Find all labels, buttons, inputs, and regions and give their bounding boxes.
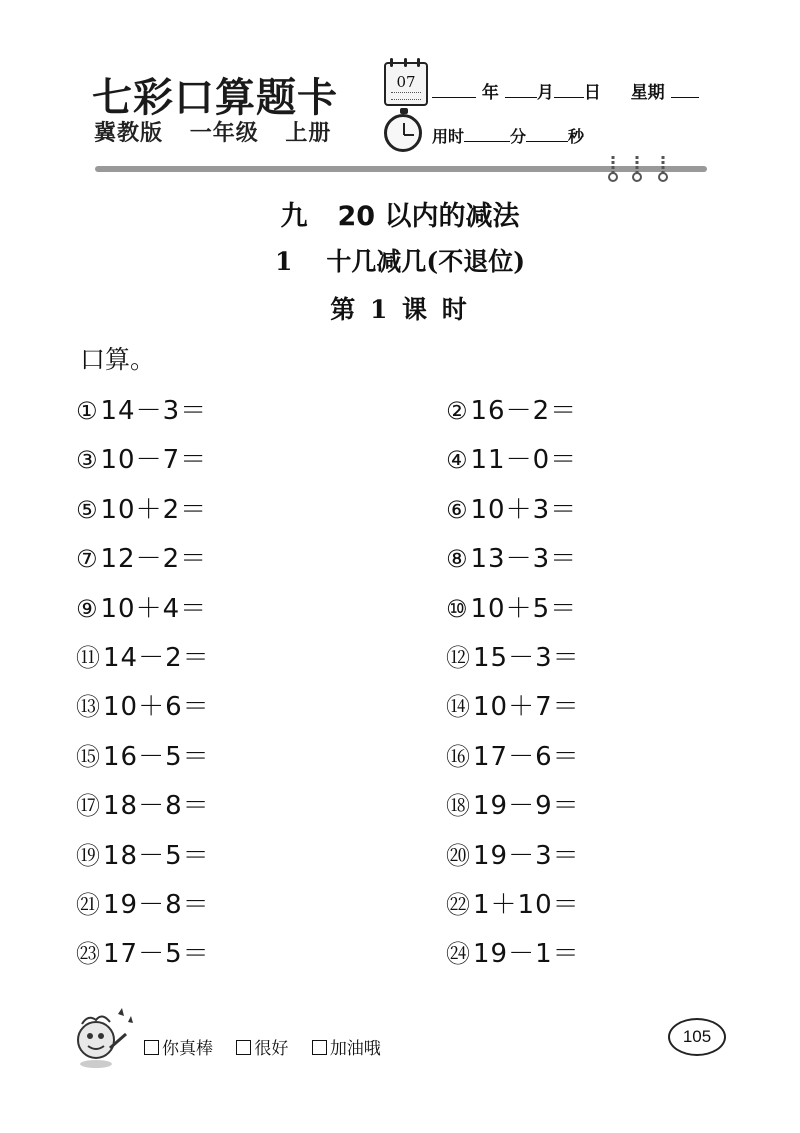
problem-expression: 12－2＝ <box>100 544 208 575</box>
problem-item <box>446 439 577 476</box>
seconds-label: 秒 <box>568 127 585 146</box>
rating-option-good[interactable]: 很好 <box>236 1039 288 1059</box>
binder-ring-icon <box>626 156 648 182</box>
problem-item <box>446 933 580 970</box>
problem-expression: 10＋5＝ <box>470 593 578 624</box>
lesson-title: 第 1 课 时 <box>330 295 470 324</box>
problem-item <box>76 835 210 872</box>
problem-number: ④ <box>446 446 469 475</box>
mascot-icon <box>68 1004 138 1070</box>
self-rating <box>144 1034 399 1059</box>
problem-number: ⑩ <box>446 594 469 623</box>
unit-title <box>0 194 800 233</box>
problem-item <box>446 884 580 921</box>
problem-expression: 10＋6＝ <box>103 692 210 723</box>
page-number: 105 <box>668 1018 726 1056</box>
weekday-label: 星期 <box>630 83 665 103</box>
edition-info <box>94 116 349 147</box>
binder-ring-icon <box>652 156 674 182</box>
problem-expression: 1＋10＝ <box>473 890 580 920</box>
problem-expression: 10＋2＝ <box>100 494 208 525</box>
problem-expression: 10＋7＝ <box>473 692 580 723</box>
problem-expression: 17－6＝ <box>473 741 580 772</box>
problem-item <box>76 538 207 575</box>
checkbox[interactable] <box>312 1040 327 1055</box>
problem-number: ① <box>76 397 99 425</box>
problem-item <box>446 390 577 427</box>
problem-item <box>446 686 580 723</box>
problem-number: ⑥ <box>446 495 469 524</box>
problem-number: ⑯ <box>446 742 471 771</box>
section-title <box>0 242 800 278</box>
month-label: 月 <box>536 83 554 103</box>
minutes-label: 分 <box>510 127 527 146</box>
year-label: 年 <box>481 83 499 103</box>
calendar-icon <box>384 62 428 106</box>
problem-expression: 10－7＝ <box>100 445 208 476</box>
problem-item <box>446 489 577 526</box>
problem-expression: 19－8＝ <box>103 890 210 920</box>
calendar-number: 07 <box>396 73 416 91</box>
checkbox[interactable] <box>236 1040 251 1055</box>
problem-item <box>446 736 580 773</box>
section-name: 十几减几(不退位) <box>326 247 526 276</box>
section-number: 1 <box>274 247 293 276</box>
edition-volume: 上册 <box>285 121 332 146</box>
problem-item <box>446 588 577 625</box>
problem-expression: 14－2＝ <box>103 643 210 673</box>
problem-expression: 19－3＝ <box>473 840 580 871</box>
edition-publisher: 冀教版 <box>94 121 164 146</box>
problem-number: ⑮ <box>76 742 101 771</box>
problem-expression: 19－9＝ <box>473 791 580 822</box>
problem-item <box>76 489 207 526</box>
date-fill-line <box>432 78 699 103</box>
problem-expression: 15－3＝ <box>473 643 580 673</box>
time-fill-line <box>432 124 584 147</box>
problem-number: ③ <box>76 446 99 475</box>
problem-item <box>76 736 210 773</box>
problem-item <box>76 933 210 970</box>
problem-expression: 18－5＝ <box>103 840 210 871</box>
unit-name: 20 以内的减法 <box>337 201 520 232</box>
problem-expression: 10＋4＝ <box>100 593 208 624</box>
problem-number: ⑫ <box>446 644 471 672</box>
problem-item <box>76 637 210 674</box>
problem-item <box>76 439 207 476</box>
problem-number: ⑬ <box>76 693 101 722</box>
problem-number: ⑭ <box>446 693 471 722</box>
problem-item <box>76 686 210 723</box>
problem-number: ㉓ <box>76 940 101 969</box>
problem-number: ⑨ <box>76 594 99 623</box>
problem-number: ㉑ <box>76 891 101 919</box>
rating-option-great[interactable]: 你真棒 <box>144 1039 213 1059</box>
problem-expression: 16－5＝ <box>103 741 210 772</box>
problem-expression: 18－8＝ <box>103 791 210 822</box>
problem-item <box>76 588 207 625</box>
problem-item <box>446 538 577 575</box>
problem-number: ㉒ <box>446 891 471 919</box>
unit-number: 九 <box>280 201 308 232</box>
problem-number: ② <box>446 397 469 425</box>
binder-ring-icon <box>602 156 624 182</box>
problem-number: ㉔ <box>446 940 471 969</box>
problem-item <box>446 785 580 822</box>
problem-item <box>446 637 580 674</box>
instruction: 口算。 <box>80 345 156 374</box>
problem-expression: 10＋3＝ <box>470 494 578 525</box>
edition-grade: 一年级 <box>189 121 259 146</box>
problem-item <box>76 390 207 427</box>
problem-item <box>76 884 210 921</box>
problem-expression: 17－5＝ <box>103 939 210 970</box>
clock-icon <box>384 114 422 152</box>
problem-number: ⑪ <box>76 644 101 672</box>
problem-expression: 19－1＝ <box>473 939 580 970</box>
problem-number: ⑰ <box>76 792 101 821</box>
time-used-label: 用时 <box>432 127 465 146</box>
brand-title: 七彩口算题卡 <box>92 74 338 121</box>
problem-expression: 13－3＝ <box>470 544 578 575</box>
problem-number: ⑱ <box>446 792 471 821</box>
problem-item <box>446 835 580 872</box>
problem-item <box>76 785 210 822</box>
problem-number: ⑲ <box>76 841 101 870</box>
problem-expression: 11－0＝ <box>470 445 578 476</box>
rating-option-keep-going[interactable]: 加油哦 <box>312 1039 381 1059</box>
problem-number: ⑦ <box>76 545 99 574</box>
problem-expression: 16－2＝ <box>470 396 578 426</box>
problem-expression: 14－3＝ <box>100 396 208 426</box>
checkbox[interactable] <box>144 1040 159 1055</box>
problem-number: ⑧ <box>446 545 469 574</box>
day-label: 日 <box>583 83 601 103</box>
problem-number: ⑤ <box>76 495 99 524</box>
problem-number: ⑳ <box>446 841 471 870</box>
